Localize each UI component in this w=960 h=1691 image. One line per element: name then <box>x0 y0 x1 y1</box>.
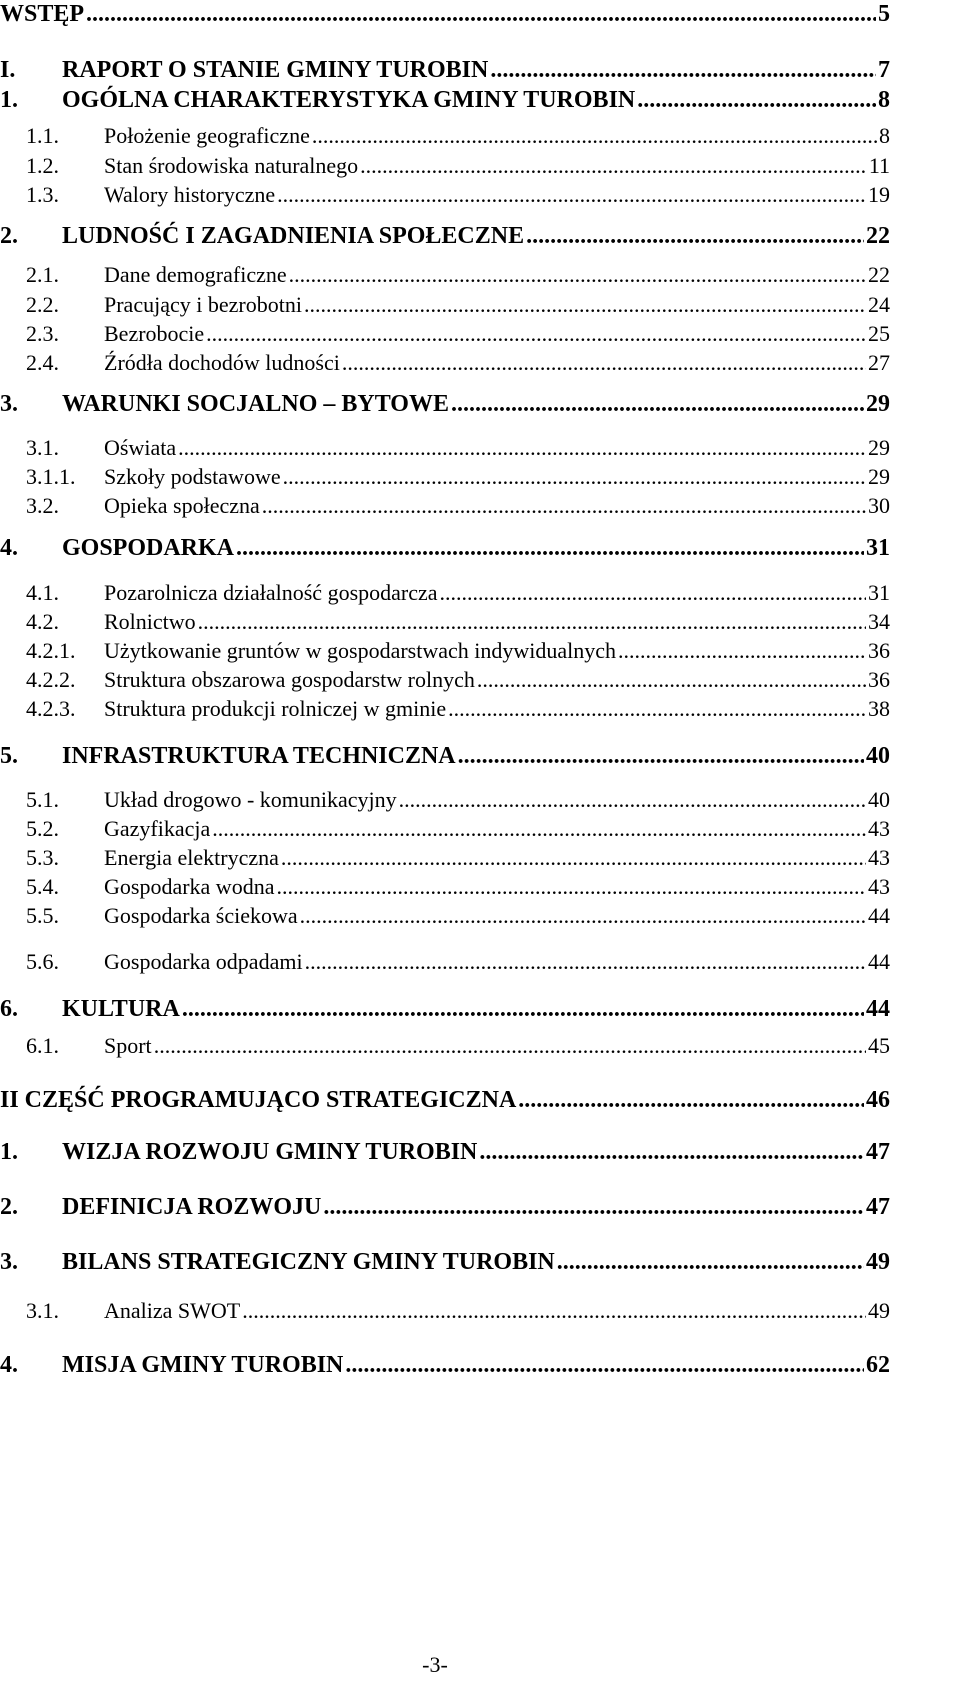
toc-entry-leader <box>198 611 866 633</box>
toc-entry[interactable] <box>26 323 890 345</box>
toc-entry[interactable] <box>0 744 890 768</box>
toc-entry-title: DEFINICJA ROZWOJU <box>62 1194 322 1220</box>
toc-entry[interactable] <box>0 1250 890 1274</box>
toc-entry-number: 3. <box>0 391 18 417</box>
toc-entry-page: 49 <box>868 1298 890 1323</box>
toc-entry-title: Sport <box>104 1033 152 1058</box>
toc-entry-page: 19 <box>868 182 890 207</box>
toc-entry[interactable] <box>0 392 890 416</box>
toc-entry-leader <box>212 818 866 840</box>
toc-entry[interactable] <box>26 669 890 691</box>
toc-entry[interactable] <box>0 997 890 1021</box>
toc-entry-page: 36 <box>868 667 890 692</box>
toc-entry[interactable] <box>26 905 890 927</box>
toc-entry[interactable] <box>0 1195 890 1219</box>
toc-entry-title: II CZĘŚĆ PROGRAMUJĄCO STRATEGICZNA <box>0 1087 517 1113</box>
toc-entry-title: Walory historyczne <box>104 182 276 207</box>
toc-entry-page: 49 <box>866 1249 890 1275</box>
toc-entry-page: 47 <box>866 1194 890 1220</box>
toc-entry-page: 47 <box>866 1139 890 1165</box>
toc-entry-number: I. <box>0 57 16 83</box>
toc-entry-page: 44 <box>868 903 890 928</box>
toc-entry-leader <box>178 437 866 459</box>
toc-entry-leader <box>312 125 877 147</box>
toc-entry-number: 4.2. <box>26 609 59 634</box>
toc-entry-title: LUDNOŚĆ I ZAGADNIENIA SPOŁECZNE <box>62 223 525 249</box>
toc-entry-page: 29 <box>866 391 890 417</box>
toc-entry-leader <box>206 323 866 345</box>
toc-entry-title: MISJA GMINY TUROBIN <box>62 1352 344 1378</box>
toc-entry-page: 8 <box>879 123 890 148</box>
toc-entry-page: 38 <box>868 696 890 721</box>
toc-entry-page: 46 <box>866 1087 890 1113</box>
toc-entry-leader <box>526 224 864 248</box>
toc-entry-leader <box>154 1035 866 1057</box>
toc-entry-page: 43 <box>868 845 890 870</box>
toc-entry[interactable] <box>26 698 890 720</box>
toc-entry[interactable] <box>0 1140 890 1164</box>
toc-entry-page: 40 <box>866 743 890 769</box>
toc-entry-page: 11 <box>868 153 890 178</box>
toc-entry-leader <box>281 847 866 869</box>
toc-entry-number: 5.5. <box>26 903 59 928</box>
toc-entry-leader <box>242 1300 866 1322</box>
toc-entry[interactable] <box>26 876 890 898</box>
toc-entry-title: Dane demograficzne <box>104 262 287 287</box>
toc-entry-number: 1. <box>0 87 18 113</box>
toc-entry-leader <box>182 997 864 1021</box>
toc-entry-page: 44 <box>866 996 890 1022</box>
toc-entry[interactable] <box>0 1088 890 1112</box>
toc-entry-number: 1.2. <box>26 153 59 178</box>
toc-entry[interactable] <box>26 818 890 840</box>
toc-entry-leader <box>490 58 876 82</box>
toc-entry[interactable] <box>26 582 890 604</box>
toc-entry-leader <box>479 1140 864 1164</box>
toc-entry-number: 2. <box>0 223 18 249</box>
toc-entry-leader <box>637 88 876 112</box>
toc-entry-number: 3. <box>0 1249 18 1275</box>
toc-entry-title: Bezrobocie <box>104 321 205 346</box>
toc-entry[interactable] <box>26 495 890 517</box>
toc-entry-title: Układ drogowo - komunikacyjny <box>104 787 397 812</box>
toc-entry-number: 2.3. <box>26 321 59 346</box>
toc-entry-number: 5.3. <box>26 845 59 870</box>
toc-entry-leader <box>477 669 866 691</box>
toc-entry-number: 4. <box>0 535 18 561</box>
toc-entry-number: 3.2. <box>26 493 59 518</box>
toc-entry[interactable] <box>26 264 890 286</box>
toc-entry[interactable] <box>0 224 890 248</box>
toc-entry-page: 30 <box>868 493 890 518</box>
toc-entry-page: 22 <box>866 223 890 249</box>
toc-entry-page: 43 <box>868 874 890 899</box>
toc-entry-page: 43 <box>868 816 890 841</box>
toc-entry[interactable] <box>26 640 890 662</box>
toc-entry-leader <box>300 905 866 927</box>
toc-entry-title: WIZJA ROZWOJU GMINY TUROBIN <box>62 1139 478 1165</box>
toc-entry-leader <box>342 352 866 374</box>
toc-entry-number: 2. <box>0 1194 18 1220</box>
toc-entry-title: WARUNKI SOCJALNO – BYTOWE <box>62 391 449 417</box>
toc-entry[interactable] <box>26 155 890 177</box>
toc-entry-page: 7 <box>878 57 890 83</box>
toc-entry-title: Gospodarka wodna <box>104 874 275 899</box>
toc-entry-leader <box>399 789 866 811</box>
toc-entry-leader <box>304 294 866 316</box>
toc-entry-title: Opieka społeczna <box>104 493 260 518</box>
toc-entry-leader <box>345 1353 864 1377</box>
toc-entry-leader <box>618 640 866 662</box>
toc-entry-page: 25 <box>868 321 890 346</box>
toc-entry[interactable] <box>0 536 890 560</box>
toc-entry-number: 6.1. <box>26 1033 59 1058</box>
toc-entry-title: Użytkowanie gruntów w gospodarstwach indywidualnych <box>104 638 617 663</box>
toc-entry-number: 2.2. <box>26 292 59 317</box>
toc-entry-leader <box>360 155 867 177</box>
toc-entry[interactable] <box>26 1035 890 1057</box>
toc-entry-number: 5.4. <box>26 874 59 899</box>
toc-entry-title: Położenie geograficzne <box>104 123 310 148</box>
toc-entry-title: Struktura produkcji rolniczej w gminie <box>104 696 447 721</box>
toc-entry-leader <box>276 876 866 898</box>
toc-entry[interactable] <box>26 125 890 147</box>
toc-entry-page: 34 <box>868 609 890 634</box>
toc-entry[interactable] <box>26 294 890 316</box>
toc-entry-page: 36 <box>868 638 890 663</box>
toc-entry-title: Źródła dochodów ludności <box>104 350 340 375</box>
toc-entry-number: 4.1. <box>26 580 59 605</box>
toc-entry-title: WSTĘP <box>0 1 85 27</box>
toc-entry-leader <box>305 951 866 973</box>
toc-entry-number: 4. <box>0 1352 18 1378</box>
toc-entry-page: 27 <box>868 350 890 375</box>
toc-entry-number: 4.2.3. <box>26 696 76 721</box>
toc-entry-title: Oświata <box>104 435 177 460</box>
toc-entry-page: 31 <box>868 580 890 605</box>
toc-entry-leader <box>262 495 866 517</box>
toc-entry-leader <box>458 744 864 768</box>
toc-entry-title: BILANS STRATEGICZNY GMINY TUROBIN <box>62 1249 555 1275</box>
toc-entry-page: 62 <box>866 1352 890 1378</box>
toc-entry-title: Analiza SWOT <box>104 1298 241 1323</box>
toc-entry-number: 3.1. <box>26 1298 59 1323</box>
toc-entry-number: 1.3. <box>26 182 59 207</box>
toc-entry[interactable] <box>26 184 890 206</box>
toc-entry-title: RAPORT O STANIE GMINY TUROBIN <box>62 57 489 83</box>
toc-entry-number: 3.1.1. <box>26 464 76 489</box>
toc-entry-leader <box>289 264 866 286</box>
toc-entry[interactable] <box>0 2 890 26</box>
toc-entry-number: 5.6. <box>26 949 59 974</box>
toc-entry[interactable] <box>26 466 890 488</box>
toc-entry[interactable] <box>0 1353 890 1377</box>
toc-entry-leader <box>236 536 864 560</box>
toc-entry-title: Pozarolnicza działalność gospodarcza <box>104 580 438 605</box>
toc-entry-number: 2.1. <box>26 262 59 287</box>
toc-entry[interactable] <box>0 58 890 82</box>
toc-entry[interactable] <box>26 951 890 973</box>
toc-entry-number: 3.1. <box>26 435 59 460</box>
toc-entry-number: 2.4. <box>26 350 59 375</box>
page-number: -3- <box>422 1652 448 1677</box>
toc-entry-title: Rolnictwo <box>104 609 196 634</box>
toc-entry[interactable] <box>26 847 890 869</box>
toc-entry-number: 5.1. <box>26 787 59 812</box>
toc-entry-leader <box>451 392 864 416</box>
toc-entry-page: 31 <box>866 535 890 561</box>
toc-entry-number: 4.2.2. <box>26 667 76 692</box>
toc-entry-leader <box>448 698 866 720</box>
toc-entry-page: 8 <box>878 87 890 113</box>
toc-entry-leader <box>518 1088 864 1112</box>
toc-entry-title: GOSPODARKA <box>62 535 235 561</box>
toc-entry-title: KULTURA <box>62 996 180 1022</box>
toc-entry-leader <box>323 1195 864 1219</box>
toc-entry-title: Gospodarka odpadami <box>104 949 303 974</box>
toc-entry-page: 44 <box>868 949 890 974</box>
toc-entry[interactable] <box>26 789 890 811</box>
toc-entry-page: 29 <box>868 435 890 460</box>
toc-entry-page: 5 <box>878 1 890 27</box>
toc-entry-number: 4.2.1. <box>26 638 76 663</box>
toc-entry-title: Szkoły podstawowe <box>104 464 281 489</box>
toc-entry-number: 5.2. <box>26 816 59 841</box>
toc-entry[interactable] <box>26 352 890 374</box>
toc-entry-title: OGÓLNA CHARAKTERYSTYKA GMINY TUROBIN <box>62 87 636 113</box>
toc-entry-number: 6. <box>0 996 18 1022</box>
toc-entry[interactable] <box>26 437 890 459</box>
toc-entry-page: 45 <box>868 1033 890 1058</box>
toc-entry-title: INFRASTRUKTURA TECHNICZNA <box>62 743 456 769</box>
toc-entry-page: 24 <box>868 292 890 317</box>
toc-entry-leader <box>557 1250 864 1274</box>
toc-entry-leader <box>440 582 866 604</box>
toc-entry[interactable] <box>0 88 890 112</box>
toc-entry-title: Gazyfikacja <box>104 816 211 841</box>
toc-entry[interactable] <box>26 1300 890 1322</box>
toc-entry-title: Struktura obszarowa gospodarstw rolnych <box>104 667 475 692</box>
toc-entry-leader <box>283 466 866 488</box>
toc-entry-title: Stan środowiska naturalnego <box>104 153 359 178</box>
toc-entry-title: Pracujący i bezrobotni <box>104 292 302 317</box>
toc-entry-leader <box>86 2 876 26</box>
toc-entry-number: 5. <box>0 743 18 769</box>
toc-entry-number: 1.1. <box>26 123 59 148</box>
toc-entry-title: Gospodarka ściekowa <box>104 903 298 928</box>
toc-entry-leader <box>277 184 866 206</box>
toc-entry-page: 40 <box>868 787 890 812</box>
toc-entry-number: 1. <box>0 1139 18 1165</box>
toc-entry-page: 29 <box>868 464 890 489</box>
toc-entry[interactable] <box>26 611 890 633</box>
toc-entry-title: Energia elektryczna <box>104 845 279 870</box>
toc-entry-page: 22 <box>868 262 890 287</box>
